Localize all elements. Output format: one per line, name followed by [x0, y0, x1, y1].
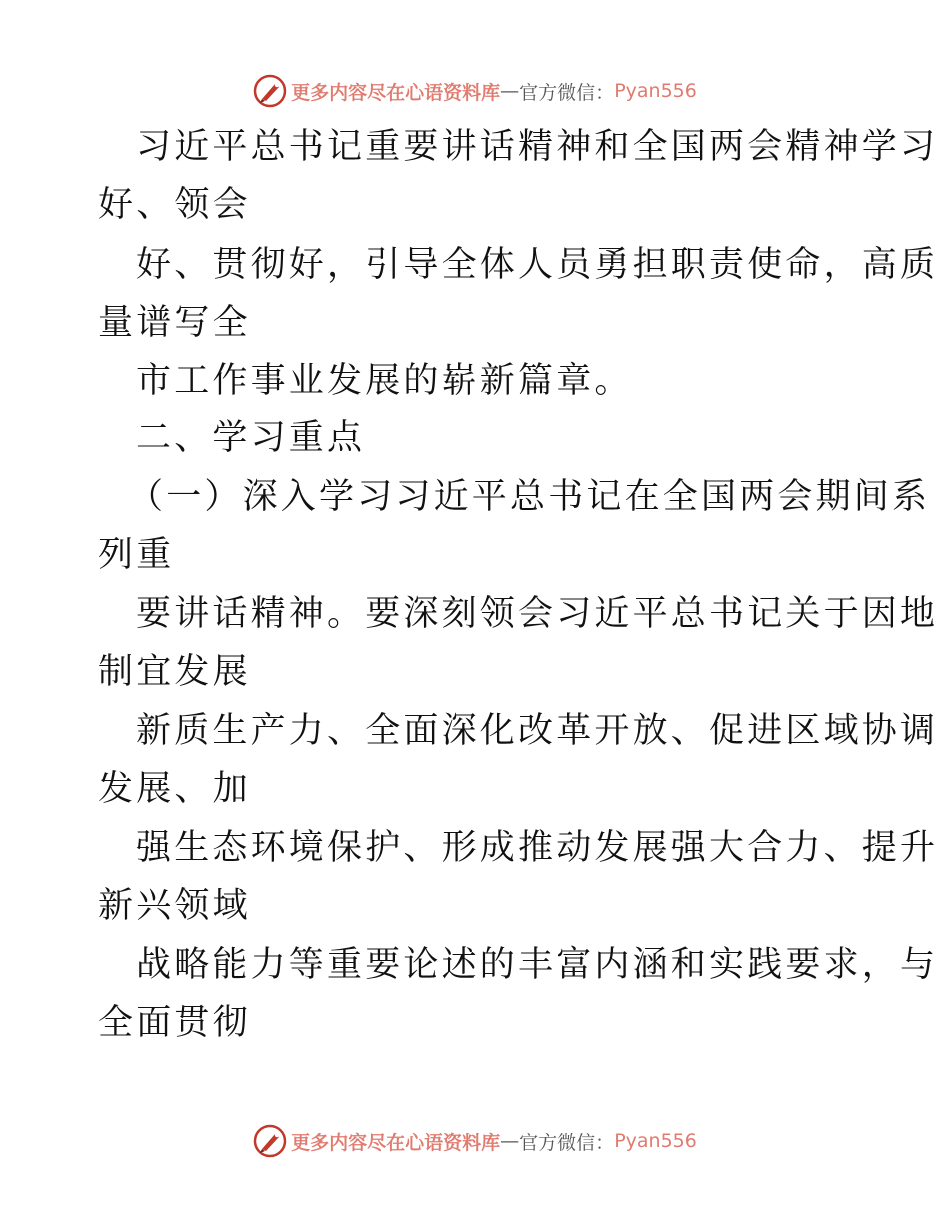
text-line: 新兴领域 [98, 886, 251, 926]
watermark-wechat-label: 官方微信： [519, 81, 615, 104]
text-line: 量谱写全 [98, 303, 251, 343]
text-line: 新质生产力、全面深化改革开放、促进区域协调 [136, 711, 939, 751]
watermark-dash: — [500, 80, 520, 102]
text-line: 好、领会 [98, 185, 251, 225]
pen-logo-icon [253, 74, 287, 108]
watermark-brand: 更多内容尽在心语资料库 [291, 81, 501, 104]
text-line: 发展、加 [98, 769, 251, 809]
watermark-dash: — [500, 1130, 520, 1152]
text-line: 制宜发展 [98, 652, 251, 692]
subsection-heading: （一）深入学习习近平总书记在全国两会期间系 [128, 477, 931, 517]
text-line: 全面贯彻 [98, 1003, 251, 1043]
header-watermark [0, 71, 950, 111]
pen-logo-icon [253, 1124, 287, 1158]
text-line: 市工作事业发展的崭新篇章。 [136, 361, 633, 401]
section-heading: 二、学习重点 [136, 418, 366, 458]
text-line: 列重 [98, 535, 175, 575]
text-line: 强生态环境保护、形成推动发展强大合力、提升 [136, 828, 939, 868]
text-line: 好、贯彻好，引导全体人员勇担职责使命，高质 [136, 245, 939, 285]
text-line: 战略能力等重要论述的丰富内涵和实践要求，与 [136, 945, 939, 985]
watermark-brand: 更多内容尽在心语资料库 [291, 1131, 501, 1154]
text-line: 要讲话精神。要深刻领会习近平总书记关于因地 [136, 594, 939, 634]
watermark-wechat-label: 官方微信： [519, 1131, 615, 1154]
text-line: 习近平总书记重要讲话精神和全国两会精神学习 [136, 127, 939, 167]
watermark-wechat-id: Pyan556 [614, 1130, 697, 1152]
watermark-wechat-id: Pyan556 [614, 80, 697, 102]
footer-watermark [0, 1121, 950, 1161]
